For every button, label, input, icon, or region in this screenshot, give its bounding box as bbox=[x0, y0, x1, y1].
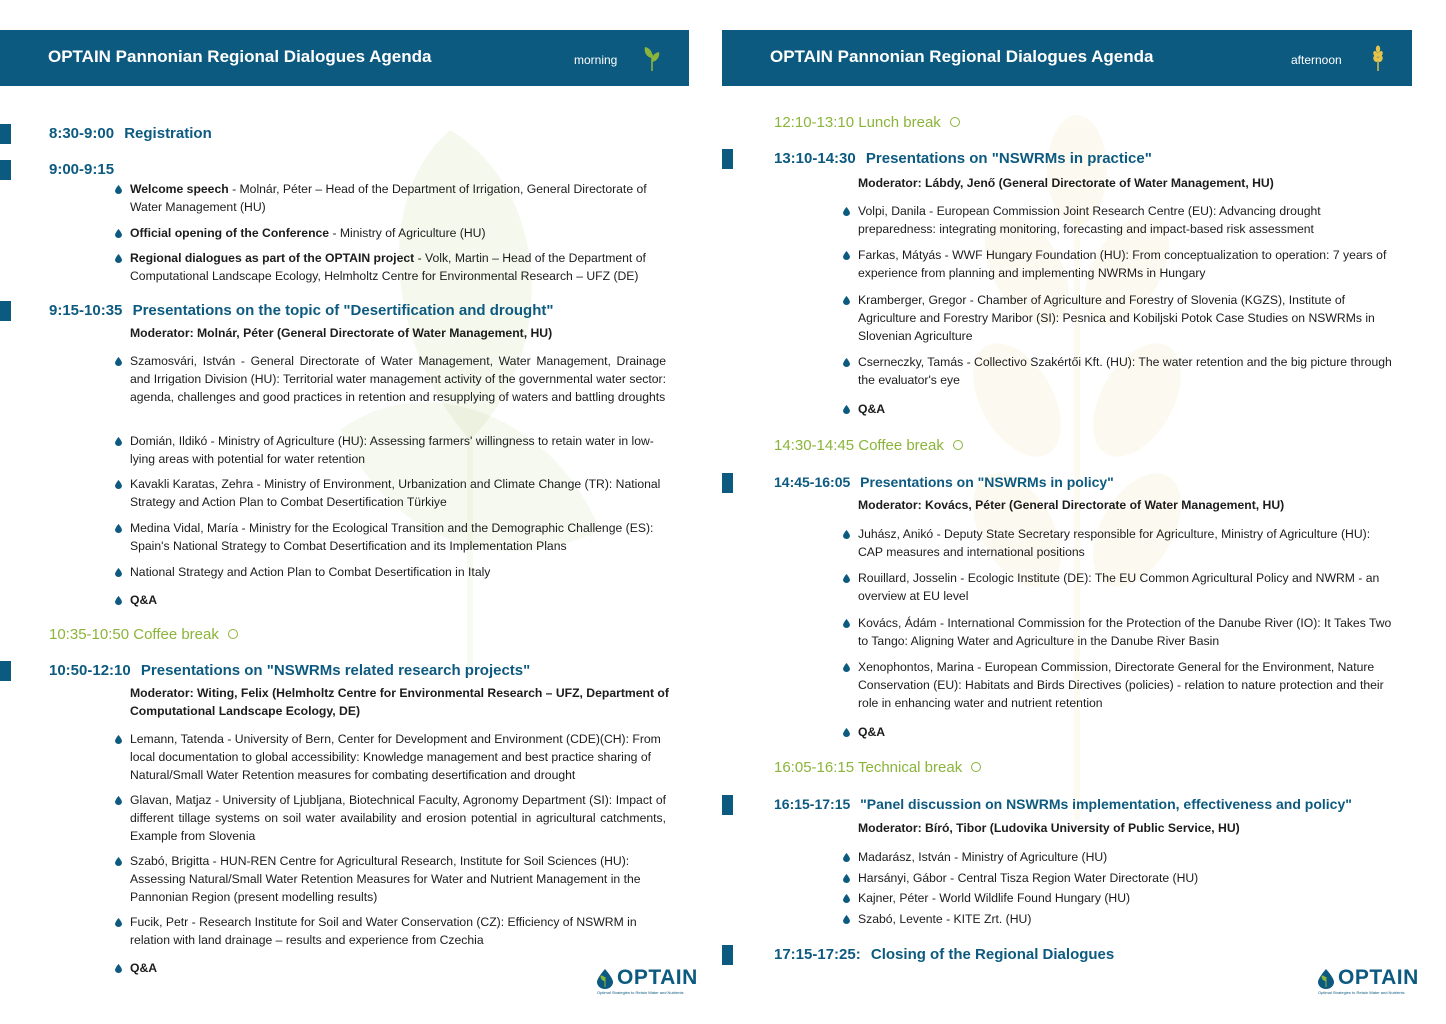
item-text: Medina Vidal, María - Ministry for the Ecological Transition and the Demographic Challenge (ES): Spain's National Strategy to Combat Desertification and its Implementation Plans bbox=[130, 521, 654, 553]
item-detail: - Ministry of Agriculture (HU) bbox=[329, 226, 486, 240]
section-marker bbox=[722, 945, 733, 965]
water-drop-icon bbox=[843, 894, 850, 903]
item-text: Kovács, Ádám - International Commission for the Protection of the Danube River (IO): It Takes Two to Tango: Aligning Water and Agriculture in the Danube River Basin bbox=[858, 616, 1392, 648]
session-heading bbox=[49, 161, 120, 178]
agenda-item-qa bbox=[858, 400, 1394, 418]
water-drop-icon bbox=[115, 185, 122, 194]
clock-icon bbox=[953, 440, 963, 450]
page-title: OPTAIN Pannonian Regional Dialogues Agenda bbox=[48, 47, 432, 66]
agenda-item bbox=[858, 569, 1394, 605]
item-text: Fucik, Petr - Research Institute for Soil and Water Conservation (CZ): Efficiency of NSWRM in relation with land drainage – results and experience from Czechia bbox=[130, 915, 637, 947]
item-text: Farkas, Mátyás - WWF Hungary Foundation (HU): From conceptualization to operation: 7 years of experience from planning and implementing NWRMs in Hungary bbox=[858, 248, 1387, 280]
break-heading bbox=[774, 759, 981, 776]
item-text: Volpi, Danila - European Commission Joint Research Centre (EU): Advancing drought preparedness: integrating monitoring, forecasting and impact-based risk assessment bbox=[858, 204, 1321, 236]
agenda-item bbox=[858, 848, 1394, 866]
agenda-item bbox=[130, 475, 666, 511]
section-marker bbox=[0, 124, 11, 144]
session-time: 10:50-12:10 bbox=[49, 662, 131, 679]
item-text: Szamosvári, István - General Directorate of Water Management, Water Management, Drainage and Irrigation Division (HU): Territorial water management activity of the governmental water sector: agenda, challenges and good practices in retention and resupplying of waters and battling droughts bbox=[130, 354, 666, 404]
session-heading bbox=[49, 125, 212, 142]
agenda-item bbox=[130, 180, 666, 216]
item-text: Harsányi, Gábor - Central Tisza Region Water Directorate (HU) bbox=[858, 871, 1199, 885]
item-text: Kramberger, Gregor - Chamber of Agriculture and Forestry of Slovenia (KGZS), Institute of Agriculture and Forestry Maribor (SI): Pesnica and Kobiljski Potok Case Studies on NSWRMs in Slovenian Agriculture bbox=[858, 293, 1375, 343]
item-text: Cserneczky, Tamás - Collectivo Szakértői Kft. (HU): The water retention and the big picture through the evaluator's eye bbox=[858, 355, 1392, 387]
break-heading bbox=[49, 626, 238, 643]
item-text: Glavan, Matjaz - University of Ljubljana, Biotechnical Faculty, Agronomy Department (SI): Impact of different tillage systems on soil water availability and erosion potential in agricultural catchments, Example from Slovenia bbox=[130, 793, 666, 843]
agenda-item bbox=[858, 910, 1394, 928]
agenda-item bbox=[858, 525, 1394, 561]
section-marker bbox=[0, 301, 11, 321]
item-text: Q&A bbox=[858, 725, 886, 739]
agenda-item bbox=[858, 869, 1394, 887]
section-marker bbox=[722, 149, 733, 169]
session-title: Presentations on "NSWRMs in practice" bbox=[865, 150, 1152, 167]
session-label: afternoon bbox=[1291, 53, 1342, 67]
item-text: Xenophontos, Marina - European Commission, Directorate General for the Environment, Nature Conservation (EU): Habitats and Birds Directives (policies) - relation to nature protection and their role in enhancing water and nutrient retention bbox=[858, 660, 1384, 710]
section-marker bbox=[0, 661, 11, 681]
break-time: 14:30-14:45 bbox=[774, 437, 855, 454]
section-marker bbox=[0, 160, 11, 180]
water-drop-icon bbox=[843, 663, 850, 672]
session-time: 14:45-16:05 bbox=[774, 474, 851, 490]
session-heading bbox=[774, 796, 1352, 812]
water-drop-icon bbox=[843, 296, 850, 305]
water-drop-icon bbox=[115, 480, 122, 489]
session-time: 9:00-9:15 bbox=[49, 161, 115, 178]
water-drop-icon bbox=[115, 357, 122, 366]
leaf-sprout-icon bbox=[641, 44, 663, 72]
water-drop-icon bbox=[843, 207, 850, 216]
break-heading bbox=[774, 114, 960, 131]
session-label: morning bbox=[574, 53, 618, 67]
item-detail: - Volk, Martin – Head of the Department of Computational Landscape Ecology, Helmholtz Centre for Environmental Research – UFZ (DE) bbox=[130, 251, 646, 283]
water-drop-icon bbox=[115, 918, 122, 927]
agenda-item bbox=[858, 291, 1394, 345]
water-drop-icon bbox=[115, 596, 122, 605]
agenda-item bbox=[858, 246, 1394, 282]
item-text: Q&A bbox=[858, 402, 886, 416]
agenda-item bbox=[858, 202, 1394, 238]
break-heading bbox=[774, 437, 963, 454]
agenda-item bbox=[858, 353, 1394, 389]
item-detail: - Molnár, Péter – Head of the Department of Irrigation, General Directorate of Water Management (HU) bbox=[130, 182, 647, 214]
item-text: Domián, Ildikó - Ministry of Agriculture (HU): Assessing farmers' willingness to retain water in low-lying areas with potential for water retention bbox=[130, 434, 654, 466]
break-title: Coffee break bbox=[858, 437, 944, 454]
water-drop-icon bbox=[843, 405, 850, 414]
agenda-item bbox=[130, 432, 666, 468]
page-title: OPTAIN Pannonian Regional Dialogues Agenda bbox=[770, 47, 1154, 66]
clock-icon bbox=[950, 117, 960, 127]
agenda-item bbox=[130, 519, 666, 555]
agenda-item bbox=[130, 852, 666, 906]
logo-tagline: Optimal Strategies to Retain Water and Nutrients bbox=[1318, 990, 1405, 995]
water-drop-icon bbox=[115, 229, 122, 238]
agenda-item bbox=[130, 563, 666, 581]
optain-logo-icon bbox=[1316, 968, 1336, 990]
moderator: Moderator: Bíró, Tibor (Ludovika University of Public Service, HU) bbox=[858, 821, 1240, 835]
moderator: Moderator: Witing, Felix (Helmholtz Centre for Environmental Research – UFZ, Department of Computational Landscape Ecology, DE) bbox=[130, 686, 669, 718]
break-time: 16:05-16:15 bbox=[774, 759, 855, 776]
logo-tagline: Optimal Strategies to Retain Water and Nutrients bbox=[597, 990, 684, 995]
break-time: 10:35-10:50 bbox=[49, 626, 130, 643]
session-heading bbox=[774, 946, 1114, 963]
item-text: Madarász, István - Ministry of Agriculture (HU) bbox=[858, 850, 1108, 864]
water-drop-icon bbox=[115, 857, 122, 866]
agenda-item bbox=[858, 889, 1394, 907]
agenda-page-afternoon bbox=[722, 0, 1422, 1024]
item-text: Szabó, Levente - KITE Zrt. (HU) bbox=[858, 912, 1032, 926]
session-time: 16:15-17:15 bbox=[774, 796, 851, 812]
water-drop-icon bbox=[115, 735, 122, 744]
section-marker bbox=[722, 795, 733, 815]
session-time: 8:30-9:00 bbox=[49, 125, 115, 142]
item-title: Official opening of the Conference bbox=[130, 226, 330, 240]
break-time: 12:10-13:10 bbox=[774, 114, 855, 131]
agenda-item bbox=[130, 791, 666, 845]
logo-wordmark: OPTAIN bbox=[617, 966, 698, 989]
session-heading bbox=[774, 150, 1152, 167]
item-text: Szabó, Brigitta - HUN-REN Centre for Agricultural Research, Institute for Soil Sciences (HU): Assessing Natural/Small Water Retention Measures for Water and Nutrient Management in the Pannonian Region (present modelling results) bbox=[130, 854, 641, 904]
optain-logo-icon bbox=[595, 968, 615, 990]
break-title: Lunch break bbox=[858, 114, 941, 131]
agenda-page-morning bbox=[0, 0, 700, 1024]
session-time: 17:15-17:25: bbox=[774, 946, 861, 963]
item-text: Juhász, Anikó - Deputy State Secretary responsible for Agriculture, Ministry of Agriculture (HU): CAP measures and international positions bbox=[858, 527, 1371, 559]
agenda-item bbox=[130, 224, 666, 242]
header-banner bbox=[0, 30, 689, 86]
session-heading bbox=[49, 662, 530, 679]
logo-wordmark: OPTAIN bbox=[1338, 966, 1419, 989]
water-drop-icon bbox=[115, 964, 122, 973]
water-drop-icon bbox=[115, 796, 122, 805]
session-title: Presentations on "NSWRMs in policy" bbox=[860, 474, 1114, 490]
water-drop-icon bbox=[115, 437, 122, 446]
item-text: Rouillard, Josselin - Ecologic Institute (DE): The EU Common Agricultural Policy and NWRM - an overview at EU level bbox=[858, 571, 1380, 603]
agenda-item-qa bbox=[858, 723, 1394, 741]
item-text: Lemann, Tatenda - University of Bern, Center for Development and Environment (CDE)(CH): From local documentation to global accessibility: Knowledge management and best practice sharing of Natural/Small Water Retention measures for combating desertification and drought bbox=[130, 732, 661, 782]
water-drop-icon bbox=[843, 251, 850, 260]
optain-logo bbox=[1316, 966, 1419, 1000]
water-drop-icon bbox=[843, 853, 850, 862]
session-title: "Panel discussion on NSWRMs implementation, effectiveness and policy" bbox=[860, 796, 1352, 812]
session-title: Registration bbox=[124, 125, 212, 142]
header-banner bbox=[722, 30, 1412, 86]
water-drop-icon bbox=[843, 874, 850, 883]
moderator: Moderator: Molnár, Péter (General Directorate of Water Management, HU) bbox=[130, 326, 553, 340]
session-time: 9:15-10:35 bbox=[49, 302, 123, 319]
break-title: Coffee break bbox=[133, 626, 219, 643]
session-heading bbox=[774, 474, 1114, 490]
agenda-item bbox=[130, 730, 666, 784]
item-text: Kajner, Péter - World Wildlife Found Hungary (HU) bbox=[858, 891, 1131, 905]
item-title: Welcome speech bbox=[130, 182, 229, 196]
water-drop-icon bbox=[843, 915, 850, 924]
agenda-item-qa bbox=[130, 591, 666, 609]
item-text: National Strategy and Action Plan to Combat Desertification in Italy bbox=[130, 565, 491, 579]
water-drop-icon bbox=[115, 524, 122, 533]
session-time: 13:10-14:30 bbox=[774, 150, 856, 167]
item-text: Kavakli Karatas, Zehra - Ministry of Environment, Urbanization and Climate Change (TR): National Strategy and Action Plan to Combat Desertification Türkiye bbox=[130, 477, 661, 509]
water-drop-icon bbox=[843, 728, 850, 737]
water-drop-icon bbox=[115, 568, 122, 577]
optain-logo bbox=[595, 966, 698, 1000]
wheat-icon bbox=[1367, 44, 1389, 72]
session-title: Presentations on "NSWRMs related research projects" bbox=[140, 662, 531, 679]
moderator: Moderator: Lábdy, Jenő (General Directorate of Water Management, HU) bbox=[858, 176, 1274, 190]
clock-icon bbox=[228, 629, 238, 639]
section-marker bbox=[722, 473, 733, 493]
item-title: Regional dialogues as part of the OPTAIN project bbox=[130, 251, 415, 265]
item-text: Q&A bbox=[130, 961, 158, 975]
water-drop-icon bbox=[843, 530, 850, 539]
agenda-item bbox=[130, 249, 666, 285]
clock-icon bbox=[971, 762, 981, 772]
agenda-item-qa bbox=[130, 959, 666, 977]
water-drop-icon bbox=[843, 358, 850, 367]
water-drop-icon bbox=[843, 574, 850, 583]
session-title: Closing of the Regional Dialogues bbox=[870, 946, 1115, 963]
agenda-item bbox=[858, 658, 1394, 712]
agenda-item bbox=[130, 352, 666, 406]
session-heading bbox=[49, 302, 553, 319]
water-drop-icon bbox=[115, 254, 122, 263]
session-title: Presentations on the topic of "Desertification and drought" bbox=[132, 302, 554, 319]
agenda-item bbox=[858, 614, 1394, 650]
item-text: Q&A bbox=[130, 593, 158, 607]
moderator: Moderator: Kovács, Péter (General Directorate of Water Management, HU) bbox=[858, 498, 1285, 512]
water-drop-icon bbox=[843, 619, 850, 628]
break-title: Technical break bbox=[857, 759, 963, 776]
agenda-item bbox=[130, 913, 666, 949]
